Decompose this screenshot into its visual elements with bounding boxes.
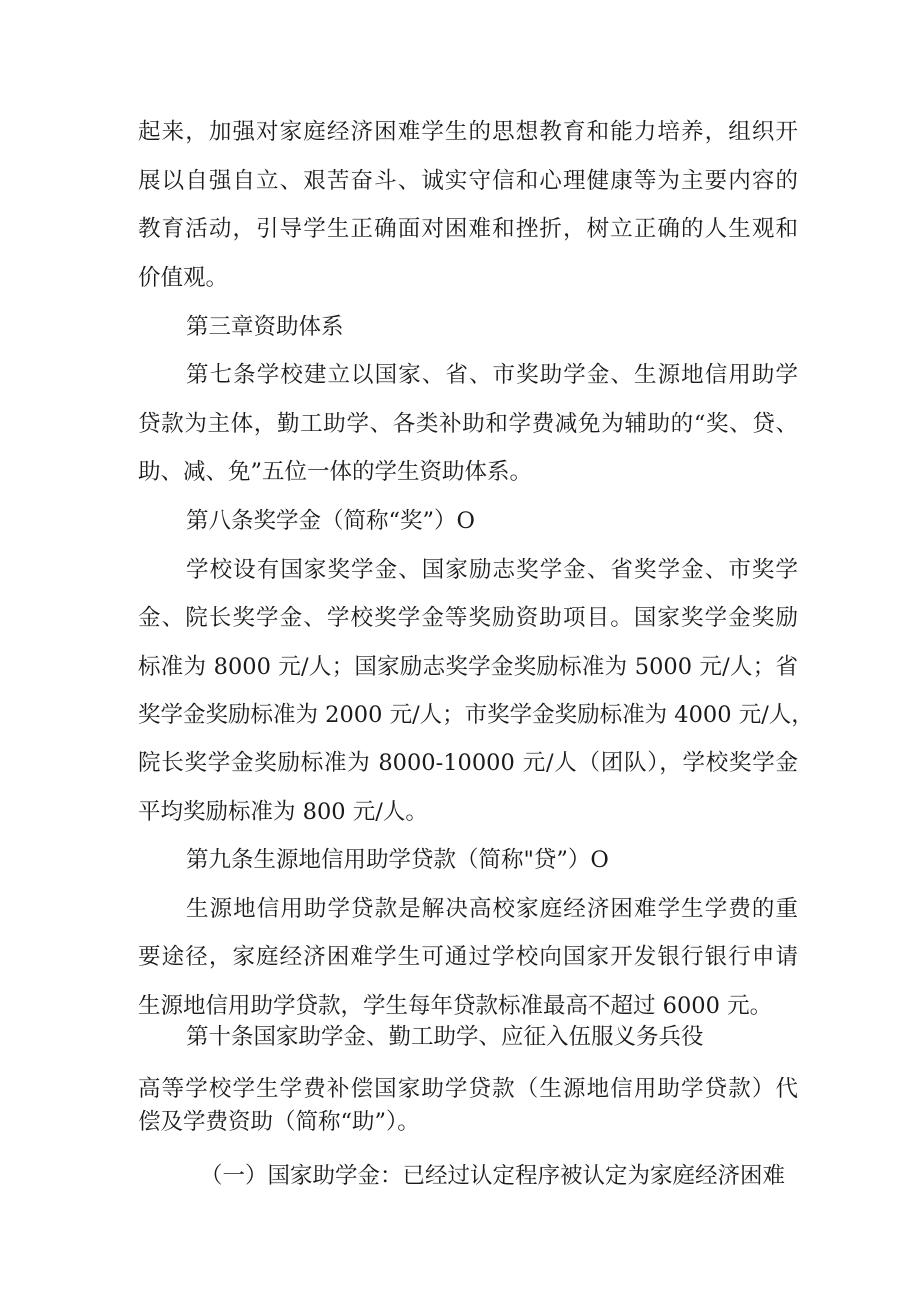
body-text-line: 起来，加强对家庭经济困难学生的思想教育和能力培养，组织开 [138,119,798,145]
body-text-line: 平均奖励标准为 800 元/人。 [138,799,428,825]
body-text-line: 教育活动，引导学生正确面对困难和挫折，树立正确的人生观和 [138,216,798,242]
body-text-line: 学校设有国家奖学金、国家励志奖学金、省奖学金、市奖学 [186,557,798,583]
chapter-heading: 第三章资助体系 [186,314,344,340]
body-text-line: 价值观。 [138,265,229,291]
article-text-line: 第七条学校建立以国家、省、市奖助学金、生源地信用助学 [186,362,798,388]
body-text-line: 标准为 8000 元/人；国家励志奖学金奖励标准为 5000 元/人；省 [138,654,798,680]
article-heading: 第九条生源地信用助学贷款（简称"贷”）O [186,847,609,873]
article-text-line: 贷款为主体，勤工助学、各类补助和学费减免为辅助的“奖、贷、 [138,411,798,437]
article-heading: 第十条国家助学金、勤工助学、应征入伍服义务兵役 [186,1024,704,1050]
article-text-line: 高等学校学生学费补偿国家助学贷款（生源地信用助学贷款）代 [138,1076,798,1102]
body-text-line: 奖学金奖励标准为 2000 元/人；市奖学金奖励标准为 4000 元/人， [138,702,814,728]
body-text-line: 金、院长奖学金、学校奖学金等奖励资助项目。国家奖学金奖励 [138,605,798,631]
body-text-line: 院长奖学金奖励标准为 8000-10000 元/人（团队），学校奖学金 [138,750,798,776]
body-text-line: 生源地信用助学贷款，学生每年贷款标准最高不超过 6000 元。 [138,993,773,1019]
list-item-text: （一）国家助学金：已经过认定程序被认定为家庭经济困难 [200,1163,786,1189]
body-text-line: 生源地信用助学贷款是解决高校家庭经济困难学生学费的重 [186,896,798,922]
article-text-line: 偿及学费资助（简称“助”）。 [138,1109,420,1135]
body-text-line: 展以自强自立、艰苦奋斗、诚实守信和心理健康等为主要内容的 [138,168,798,194]
article-heading: 第八条奖学金（简称“奖”）O [186,508,475,534]
body-text-line: 要途径，家庭经济困难学生可通过学校向国家开发银行银行申请 [138,944,798,970]
article-text-line: 助、减、免”五位一体的学生资助体系。 [138,459,533,485]
